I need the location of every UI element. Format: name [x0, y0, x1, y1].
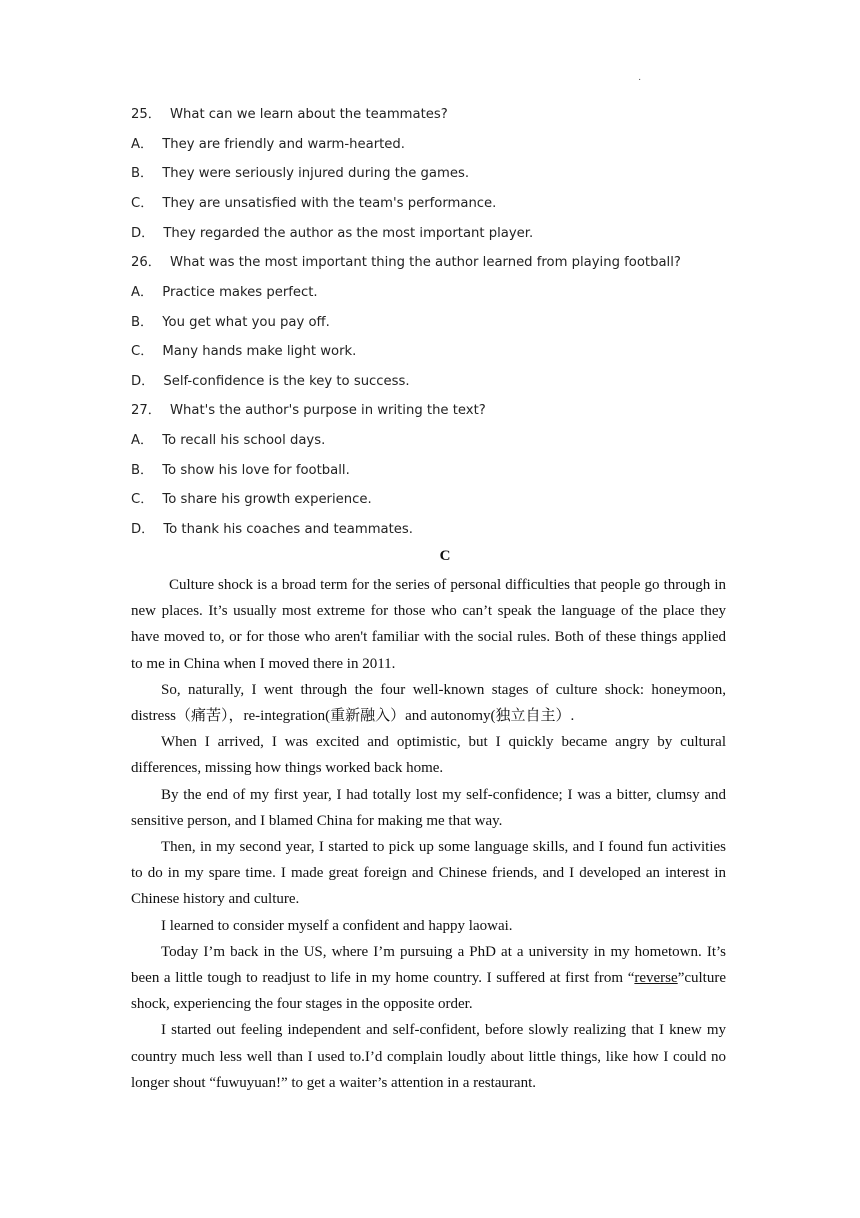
option-letter: C．	[131, 196, 154, 211]
option-text: They regarded the author as the most important player.	[163, 226, 534, 241]
paragraph: Then, in my second year, I started to pick up some language skills, and I found fun activities to do in my spare time. I made great foreign and Chinese friends, and I developed an interest in Chinese history and culture.	[131, 839, 726, 908]
section-title: C	[439, 548, 451, 564]
question-text: What can we learn about the teammates?	[169, 107, 448, 122]
option-27-c	[131, 491, 372, 509]
option-text: They were seriously injured during the games.	[162, 166, 470, 181]
option-text: To show his love for football.	[162, 463, 350, 478]
paragraph: I started out feeling independent and self-confident, before slowly realizing that I knew my country much less well than I used to.I’d complain loudly about little things, like how I could no longer shout “fuwuyuan!” to get a waiter’s attention in a restaurant.	[131, 1022, 726, 1091]
option-letter: A．	[131, 433, 154, 448]
question-number: 27．	[131, 403, 161, 418]
option-letter: D．	[131, 522, 155, 537]
option-letter: C．	[131, 344, 154, 359]
question-number: 25．	[131, 107, 161, 122]
option-text: Self-confidence is the key to success.	[163, 374, 410, 389]
option-letter: A．	[131, 137, 154, 152]
paragraph: When I arrived, I was excited and optimistic, but I quickly became angry by cultural differences, missing how things worked back home.	[131, 734, 726, 777]
option-27-b	[131, 462, 350, 480]
question-text: What's the author's purpose in writing the text?	[169, 403, 486, 418]
option-letter: C．	[131, 492, 154, 507]
option-text: Practice makes perfect.	[162, 285, 318, 300]
option-text: They are unsatisfied with the team's performance.	[162, 196, 497, 211]
option-letter: D．	[131, 374, 155, 389]
option-text: To recall his school days.	[162, 433, 326, 448]
paragraph: I learned to consider myself a confident and happy laowai.	[161, 917, 513, 934]
passage	[131, 572, 726, 1096]
option-text: You get what you pay off.	[162, 315, 330, 330]
option-letter: A．	[131, 285, 154, 300]
header-mark: ·	[638, 74, 642, 85]
paragraph: Culture shock is a broad term for the series of personal difficulties that people go through in new places. It’s usually most extreme for those who can’t speak the language of the place they have moved to, or for those who aren't familiar with the social rules. Both of these things applied to me in China when I moved there in 2011.	[131, 577, 726, 672]
option-26-c	[131, 343, 356, 361]
paragraph-text: Today I’m back in the US, where I’m pursuing a PhD at a university in my hometown. It’s been a little tough to readjust to life in my home country. I suffered at first from “	[131, 943, 726, 987]
option-letter: B．	[131, 166, 154, 181]
option-text: To share his growth experience.	[162, 492, 372, 507]
option-25-b	[131, 165, 469, 183]
option-26-a	[131, 284, 318, 302]
option-26-b	[131, 314, 330, 332]
option-27-d	[131, 521, 413, 539]
question-25-stem	[131, 106, 448, 124]
option-25-d	[131, 225, 533, 243]
option-text: To thank his coaches and teammates.	[163, 522, 413, 537]
question-number: 26．	[131, 255, 161, 270]
question-26-stem	[131, 254, 681, 272]
question-27-stem	[131, 402, 486, 420]
option-letter: B．	[131, 463, 154, 478]
underlined-word: reverse	[634, 970, 678, 987]
option-text: They are friendly and warm-hearted.	[162, 137, 405, 152]
option-27-a	[131, 432, 325, 450]
option-25-a	[131, 136, 405, 154]
paragraph-text: ”culture shock, experiencing the four stages in the opposite order.	[131, 970, 726, 1013]
option-text: Many hands make light work.	[162, 344, 357, 359]
paragraph: So, naturally, I went through the four well-known stages of culture shock: honeymoon, distress（痛苦），re-integration(重新融入）and autonomy(独立自主）.	[131, 681, 726, 725]
paragraph: By the end of my first year, I had totally lost my self-confidence; I was a bitter, clumsy and sensitive person, and I blamed China for making me that way.	[131, 786, 726, 829]
option-25-c	[131, 195, 496, 213]
option-letter: D．	[131, 226, 155, 241]
question-text: What was the most important thing the author learned from playing football?	[169, 255, 681, 270]
option-letter: B．	[131, 315, 154, 330]
paragraph	[131, 939, 726, 1018]
option-26-d	[131, 373, 410, 391]
